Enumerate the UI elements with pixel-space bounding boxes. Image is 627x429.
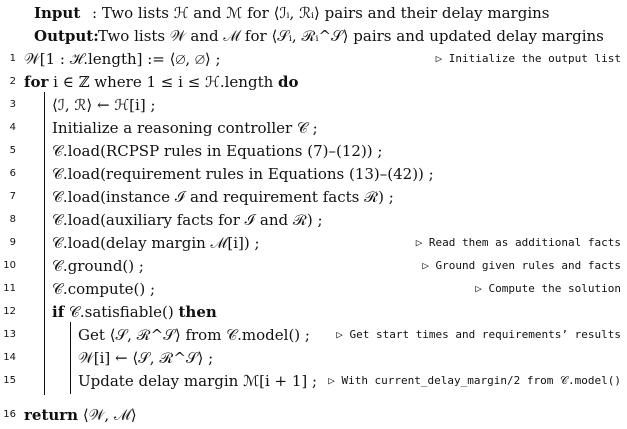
- for-keyword: for: [24, 73, 49, 91]
- line-code: ⟨𝒲, ℳ⟩: [78, 406, 137, 424]
- line-comment: ▷ With current_delay_margin/2 from 𝒞.model(): [328, 374, 621, 387]
- algorithm-line: [0, 255, 627, 277]
- line-number: 4: [9, 122, 16, 133]
- line-number: 7: [9, 191, 16, 202]
- line-code: 𝒞.load(auxiliary facts for ℐ and ℛ) ;: [52, 211, 323, 229]
- line-code: 𝒞.load(requirement rules in Equations (13)–(42)) ;: [52, 165, 434, 183]
- if-block-rule: [70, 322, 71, 394]
- line-number: 8: [9, 214, 16, 225]
- line-number: 9: [9, 237, 16, 248]
- output-label: Output:: [34, 27, 99, 45]
- input-description: : Two lists ℋ and ℳ for ⟨ℐᵢ, ℛᵢ⟩ pairs and their delay margins: [92, 4, 550, 22]
- line-number: 15: [3, 375, 16, 386]
- algorithm-line: [0, 232, 627, 254]
- line-number: 6: [9, 168, 16, 179]
- return-keyword: return: [24, 406, 79, 424]
- algorithm-line: [0, 370, 627, 392]
- line-code: 𝒞.load(instance ℐ and requirement facts ℛ) ;: [52, 188, 394, 206]
- algorithm-line: [0, 404, 627, 426]
- algorithm-line: [0, 324, 627, 346]
- line-code: i ∈ ℤ where 1 ≤ i ≤ ℋ.length: [48, 73, 279, 91]
- line-number: 13: [3, 329, 16, 340]
- for-block-rule: [44, 92, 45, 395]
- line-code: 𝒞.ground() ;: [52, 257, 144, 275]
- algorithm-line: [0, 48, 627, 70]
- then-keyword: then: [178, 303, 217, 321]
- line-number: 2: [9, 76, 16, 87]
- line-number: 10: [3, 260, 16, 271]
- algorithm-input-line: [0, 2, 627, 24]
- algorithm-line: [0, 163, 627, 185]
- line-comment: ▷ Compute the solution: [475, 282, 621, 295]
- line-code: 𝒲[1 : ℋ.length] := ⟨∅, ∅⟩ ;: [24, 50, 221, 68]
- line-comment: ▷ Get start times and requirements’ results: [336, 328, 621, 341]
- line-number: 5: [9, 145, 16, 156]
- line-code: Initialize a reasoning controller 𝒞 ;: [52, 119, 318, 137]
- algorithm-line: [0, 117, 627, 139]
- line-number: 3: [9, 99, 16, 110]
- line-comment: ▷ Initialize the output list: [435, 52, 621, 65]
- algorithm-line: [0, 278, 627, 300]
- line-code: 𝒞.satisfiable(): [64, 303, 179, 321]
- if-keyword: if: [52, 303, 65, 321]
- line-number: 14: [3, 352, 16, 363]
- line-number: 1: [9, 53, 16, 64]
- line-code: 𝒞.load(RCPSP rules in Equations (7)–(12)) ;: [52, 142, 383, 160]
- algorithm-line: [0, 301, 627, 323]
- line-code: Get ⟨𝒮, ℛ^𝒮⟩ from 𝒞.model() ;: [78, 326, 310, 344]
- line-code: 𝒞.compute() ;: [52, 280, 156, 298]
- algorithm-line: [0, 209, 627, 231]
- output-description: Two lists 𝒲 and ℳ for ⟨𝒮ᵢ, ℛᵢ^𝒮⟩ pairs and updated delay margins: [98, 27, 604, 45]
- line-code: Update delay margin ℳ[i + 1] ;: [78, 372, 318, 390]
- line-comment: ▷ Ground given rules and facts: [422, 259, 621, 272]
- do-keyword: do: [278, 73, 299, 91]
- algorithm-line: [0, 186, 627, 208]
- line-code: ⟨ℐ, ℛ⟩ ← ℋ[i] ;: [52, 96, 156, 114]
- line-number: 11: [3, 283, 16, 294]
- line-number: 16: [3, 409, 16, 420]
- algorithm-output-line: [0, 25, 627, 47]
- line-code: 𝒞.load(delay margin ℳ[i]) ;: [52, 234, 260, 252]
- input-label: Input: [34, 4, 81, 22]
- line-comment: ▷ Read them as additional facts: [415, 236, 621, 249]
- algorithm-line: [0, 94, 627, 116]
- line-code: 𝒲[i] ← ⟨𝒮, ℛ^𝒮⟩ ;: [78, 349, 214, 367]
- line-number: 12: [3, 306, 16, 317]
- algorithm-line: [0, 140, 627, 162]
- algorithm-line: [0, 71, 627, 93]
- algorithm-line: [0, 347, 627, 369]
